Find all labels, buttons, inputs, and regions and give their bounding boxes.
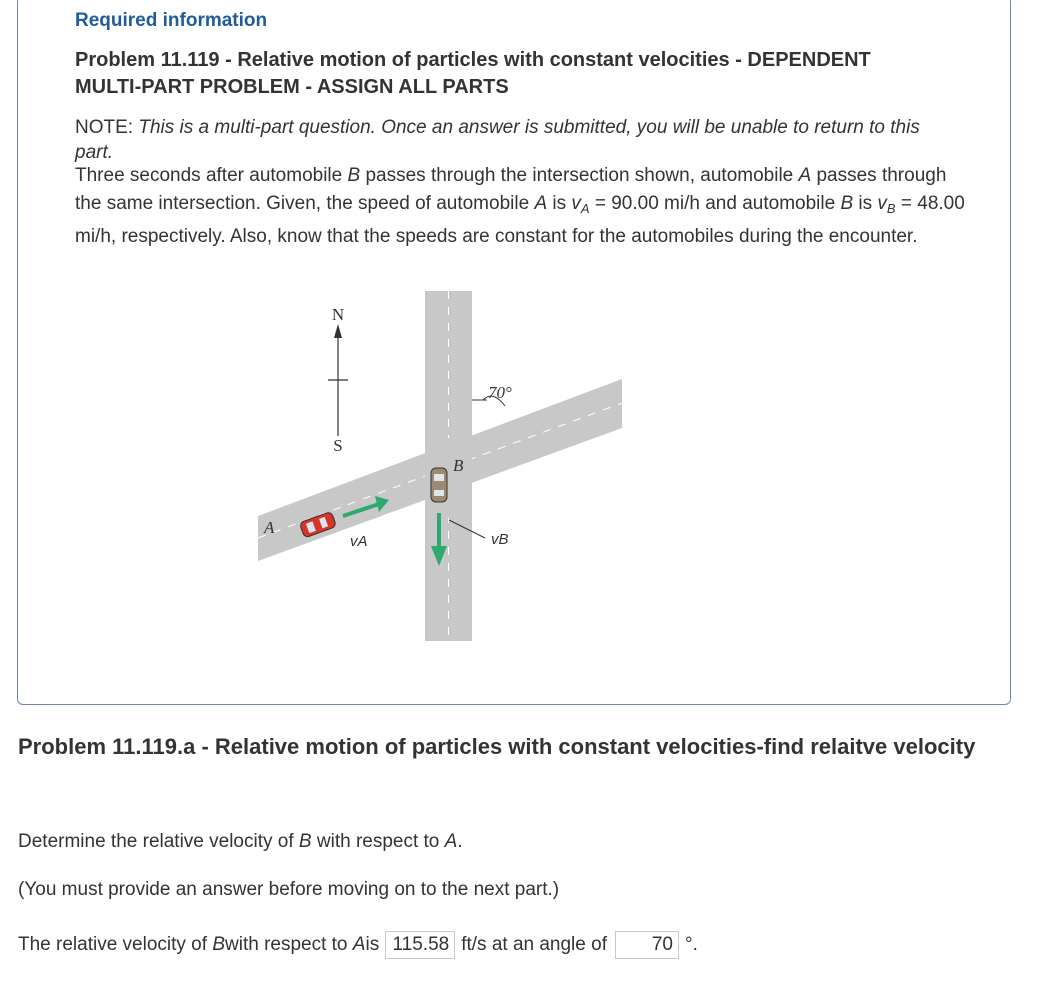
statement-text: passes through the same intersection. Given, the speed of automobile xyxy=(75,165,947,214)
vb-symbol: v xyxy=(877,193,887,214)
problem-title: Problem 11.119 - Relative motion of particles with constant velocities - DEPENDENT MULTI-PART PROBLEM - ASSIGN ALL PARTS xyxy=(75,49,871,98)
question-text: . xyxy=(457,831,463,852)
part-title: Problem 11.119.a - Relative motion of particles with constant velocities-find relaitve velocity xyxy=(18,734,976,759)
intersection-figure xyxy=(255,288,625,643)
car-a-ref: A xyxy=(534,193,548,214)
question xyxy=(18,831,463,853)
car-b-ref: B xyxy=(347,165,361,186)
statement-text: and automobile xyxy=(699,193,841,214)
question-text: B xyxy=(298,831,312,852)
problem-statement xyxy=(75,162,965,251)
north-label: N xyxy=(331,305,345,324)
car-a-ref: A xyxy=(798,165,812,186)
answer-text: B xyxy=(212,934,225,955)
answer-text: is xyxy=(365,934,380,955)
answer-line xyxy=(18,931,698,959)
answer-text: with respect to xyxy=(225,934,348,955)
question-text: A xyxy=(444,831,458,852)
answer-text: A xyxy=(352,934,366,955)
va-value: = 90.00 mi/h xyxy=(589,193,700,214)
statement-text: is xyxy=(853,193,878,214)
statement-text: passes through the intersection shown, automobile xyxy=(360,165,799,186)
va-subscript: A xyxy=(580,201,590,216)
north-arrow-icon xyxy=(334,324,342,338)
statement-text: Three seconds after automobile xyxy=(75,165,348,186)
statement-text: is xyxy=(547,193,572,214)
car-b-label: B xyxy=(453,456,464,475)
statement-text: , respectively. Also, know that the speeds are constant for the automobiles during the encounter. xyxy=(110,226,918,247)
vb-label: vB xyxy=(491,531,509,548)
note-label: NOTE: xyxy=(75,117,134,138)
velocity-answer-input[interactable]: 115.58 xyxy=(385,931,455,959)
velocity-unit: ft/s at an angle of xyxy=(461,934,607,955)
answer-text: The relative velocity of xyxy=(18,934,208,955)
angle-unit: °. xyxy=(684,934,698,955)
vb-subscript: B xyxy=(886,201,896,216)
vb-value: = 48.00 mi/h xyxy=(75,193,965,247)
question-text: Determine the relative velocity of xyxy=(18,831,299,852)
required-information-heading: Required information xyxy=(75,10,268,31)
question-text: with respect to xyxy=(311,831,445,852)
angle-label: 70° xyxy=(488,383,512,402)
va-label: vA xyxy=(350,533,368,550)
va-symbol: v xyxy=(571,193,581,214)
note xyxy=(75,115,955,165)
note-text: This is a multi-part question. Once an answer is submitted, you will be unable to return to this part. xyxy=(75,117,920,163)
instruction: (You must provide an answer before moving on to the next part.) xyxy=(18,879,560,900)
car-a-label: A xyxy=(264,518,275,537)
south-label: S xyxy=(333,436,343,455)
angle-answer-input[interactable]: 70 xyxy=(615,931,679,959)
car-b-icon xyxy=(431,468,447,502)
car-b-ref: B xyxy=(840,193,854,214)
